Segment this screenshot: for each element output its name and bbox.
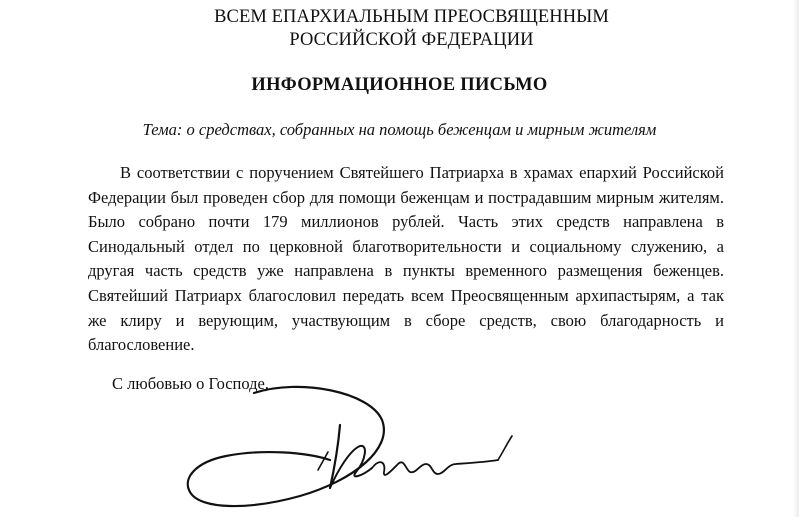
- letter-body: В соответствии с поручением Святейшего Патриарха в храмах епархий Российской Федерации был проведен сбор для помощи беженцам и пострадавшим мирным жителям. Было собрано почти 179 миллионов рублей. Часть этих средств направлена в Синодальный отдел по церковной благотворительности и социальному служению, а другая часть средств уже направлена в пункты временного размещения беженцев. Святейший Патриарх благословил передать всем Преосвященным архипастырям, а так же клиру и верующим, участвующим в сборе средств, свою благодарность и благословение.: [88, 163, 724, 355]
- page-edge-shadow: [793, 0, 799, 517]
- addressee-line-2: РОССИЙСКОЙ ФЕДЕРАЦИИ: [289, 30, 534, 50]
- letter-subject: Тема: о средствах, собранных на помощь беженцам и мирным жителям: [142, 120, 657, 139]
- document-title: ИНФОРМАЦИОННОЕ ПИСЬМО: [251, 75, 548, 95]
- addressee-line-1: ВСЕМ ЕПАРХИАЛЬНЫМ ПРЕОСВЯЩЕННЫМ: [214, 7, 609, 27]
- closing-phrase: С любовью о Господе,: [112, 374, 269, 393]
